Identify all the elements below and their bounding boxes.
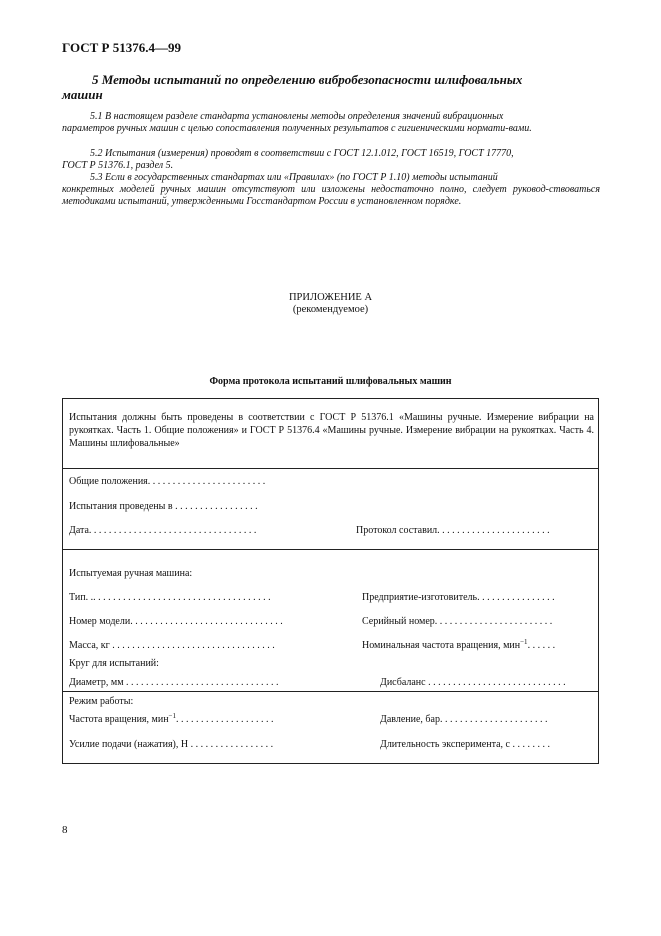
speed-label: Частота вращения, мин	[69, 714, 169, 725]
speed-exponent: −1	[168, 712, 176, 720]
paragraph-5-1-first: 5.1 В настоящем разделе стандарта установлены методы определения значений вибрационных	[90, 111, 504, 122]
manufacturer-field: Предприятие-изготовитель. . . . . . . . . . . . . . . .	[362, 592, 555, 603]
nominal-speed-field	[362, 640, 555, 652]
paragraph-5-1	[62, 111, 600, 135]
wheel-label: Круг для испытаний:	[69, 658, 159, 669]
paragraph-5-1-rest: параметров ручных машин с целью сопоставления полученных результатов с гигиеническими нормати-вами.	[62, 123, 532, 134]
protocol-form-frame	[62, 398, 599, 764]
paragraph-5-3-first: 5.3 Если в государственных стандартах или «Правилах» (по ГОСТ Р 1.10) методы испытаний	[90, 172, 498, 183]
paragraph-5-2	[62, 148, 600, 172]
form-title: Форма протокола испытаний шлифовальных машин	[209, 376, 452, 387]
conducted-field: Испытания проведены в . . . . . . . . . . . . . . . . .	[69, 501, 258, 512]
mass-field: Масса, кг . . . . . . . . . . . . . . . . . . . . . . . . . . . . . . . . .	[69, 640, 275, 651]
speed-field	[69, 714, 274, 726]
paragraph-5-3	[62, 172, 600, 208]
nominal-speed-exponent: −1	[520, 638, 528, 646]
paragraph-5-2-rest: ГОСТ Р 51376.1, раздел 5.	[62, 160, 174, 171]
duration-field: Длительность эксперимента, с . . . . . . . .	[380, 739, 550, 750]
serial-field: Серийный номер. . . . . . . . . . . . . . . . . . . . . . . .	[362, 616, 553, 627]
model-field: Номер модели. . . . . . . . . . . . . . . . . . . . . . . . . . . . . . .	[69, 616, 283, 627]
speed-dots: . . . . . . . . . . . . . . . . . . . .	[176, 714, 274, 725]
nominal-speed-dots: . . . . . .	[527, 640, 556, 651]
section-title	[62, 72, 602, 102]
form-divider-2	[62, 549, 599, 550]
date-field: Дата. . . . . . . . . . . . . . . . . . . . . . . . . . . . . . . . . .	[69, 525, 257, 536]
form-intro: Испытания должны быть проведены в соответствии с ГОСТ Р 51376.1 «Машины ручные. Измерение вибрации на рукоятках. Часть 1. Общие положения» и ГОСТ Р 51376.4 «Машины ручные. Измерение вибрации на рукоятках. Часть 4. Машины шлифовальные»	[69, 412, 594, 449]
general-field: Общие положения. . . . . . . . . . . . . . . . . . . . . . . .	[69, 476, 266, 487]
page-number: 8	[62, 824, 68, 836]
document-header: ГОСТ Р 51376.4—99	[62, 40, 181, 55]
annex-heading	[0, 292, 661, 316]
annex-title: ПРИЛОЖЕНИЕ А	[288, 292, 373, 303]
type-field: Тип. .. . . . . . . . . . . . . . . . . . . . . . . . . . . . . . . . . . . .	[69, 592, 271, 603]
machine-label: Испытуемая ручная машина:	[69, 568, 193, 579]
imbalance-field: Дисбаланс . . . . . . . . . . . . . . . . . . . . . . . . . . . .	[380, 677, 566, 688]
annex-subtitle: (рекомендуемое)	[292, 304, 369, 315]
form-divider-3	[62, 691, 599, 692]
nominal-speed-label: Номинальная частота вращения, мин	[362, 640, 521, 651]
paragraph-5-2-first: 5.2 Испытания (измерения) проводят в соответствии с ГОСТ 12.1.012, ГОСТ 16519, ГОСТ 17770,	[90, 148, 514, 159]
pressure-field: Давление, бар. . . . . . . . . . . . . . . . . . . . . .	[380, 714, 548, 725]
section-title-line1: 5 Методы испытаний по определению вибробезопасности шлифовальных	[92, 72, 523, 87]
section-title-line2: машин	[62, 87, 103, 102]
form-divider-1	[62, 468, 599, 469]
diameter-field: Диаметр, мм . . . . . . . . . . . . . . . . . . . . . . . . . . . . . . .	[69, 677, 279, 688]
compiled-by-field: Протокол составил. . . . . . . . . . . . . . . . . . . . . . .	[356, 525, 550, 536]
mode-label: Режим работы:	[69, 696, 134, 707]
feed-force-field: Усилие подачи (нажатия), Н . . . . . . . . . . . . . . . . .	[69, 739, 274, 750]
paragraph-5-3-rest: конкретных моделей ручных машин отсутствуют или изложены недостаточно полно, следует руковод-ствоваться методиками испытаний, утвержденными Госстандартом России в установленном порядке.	[62, 184, 600, 207]
